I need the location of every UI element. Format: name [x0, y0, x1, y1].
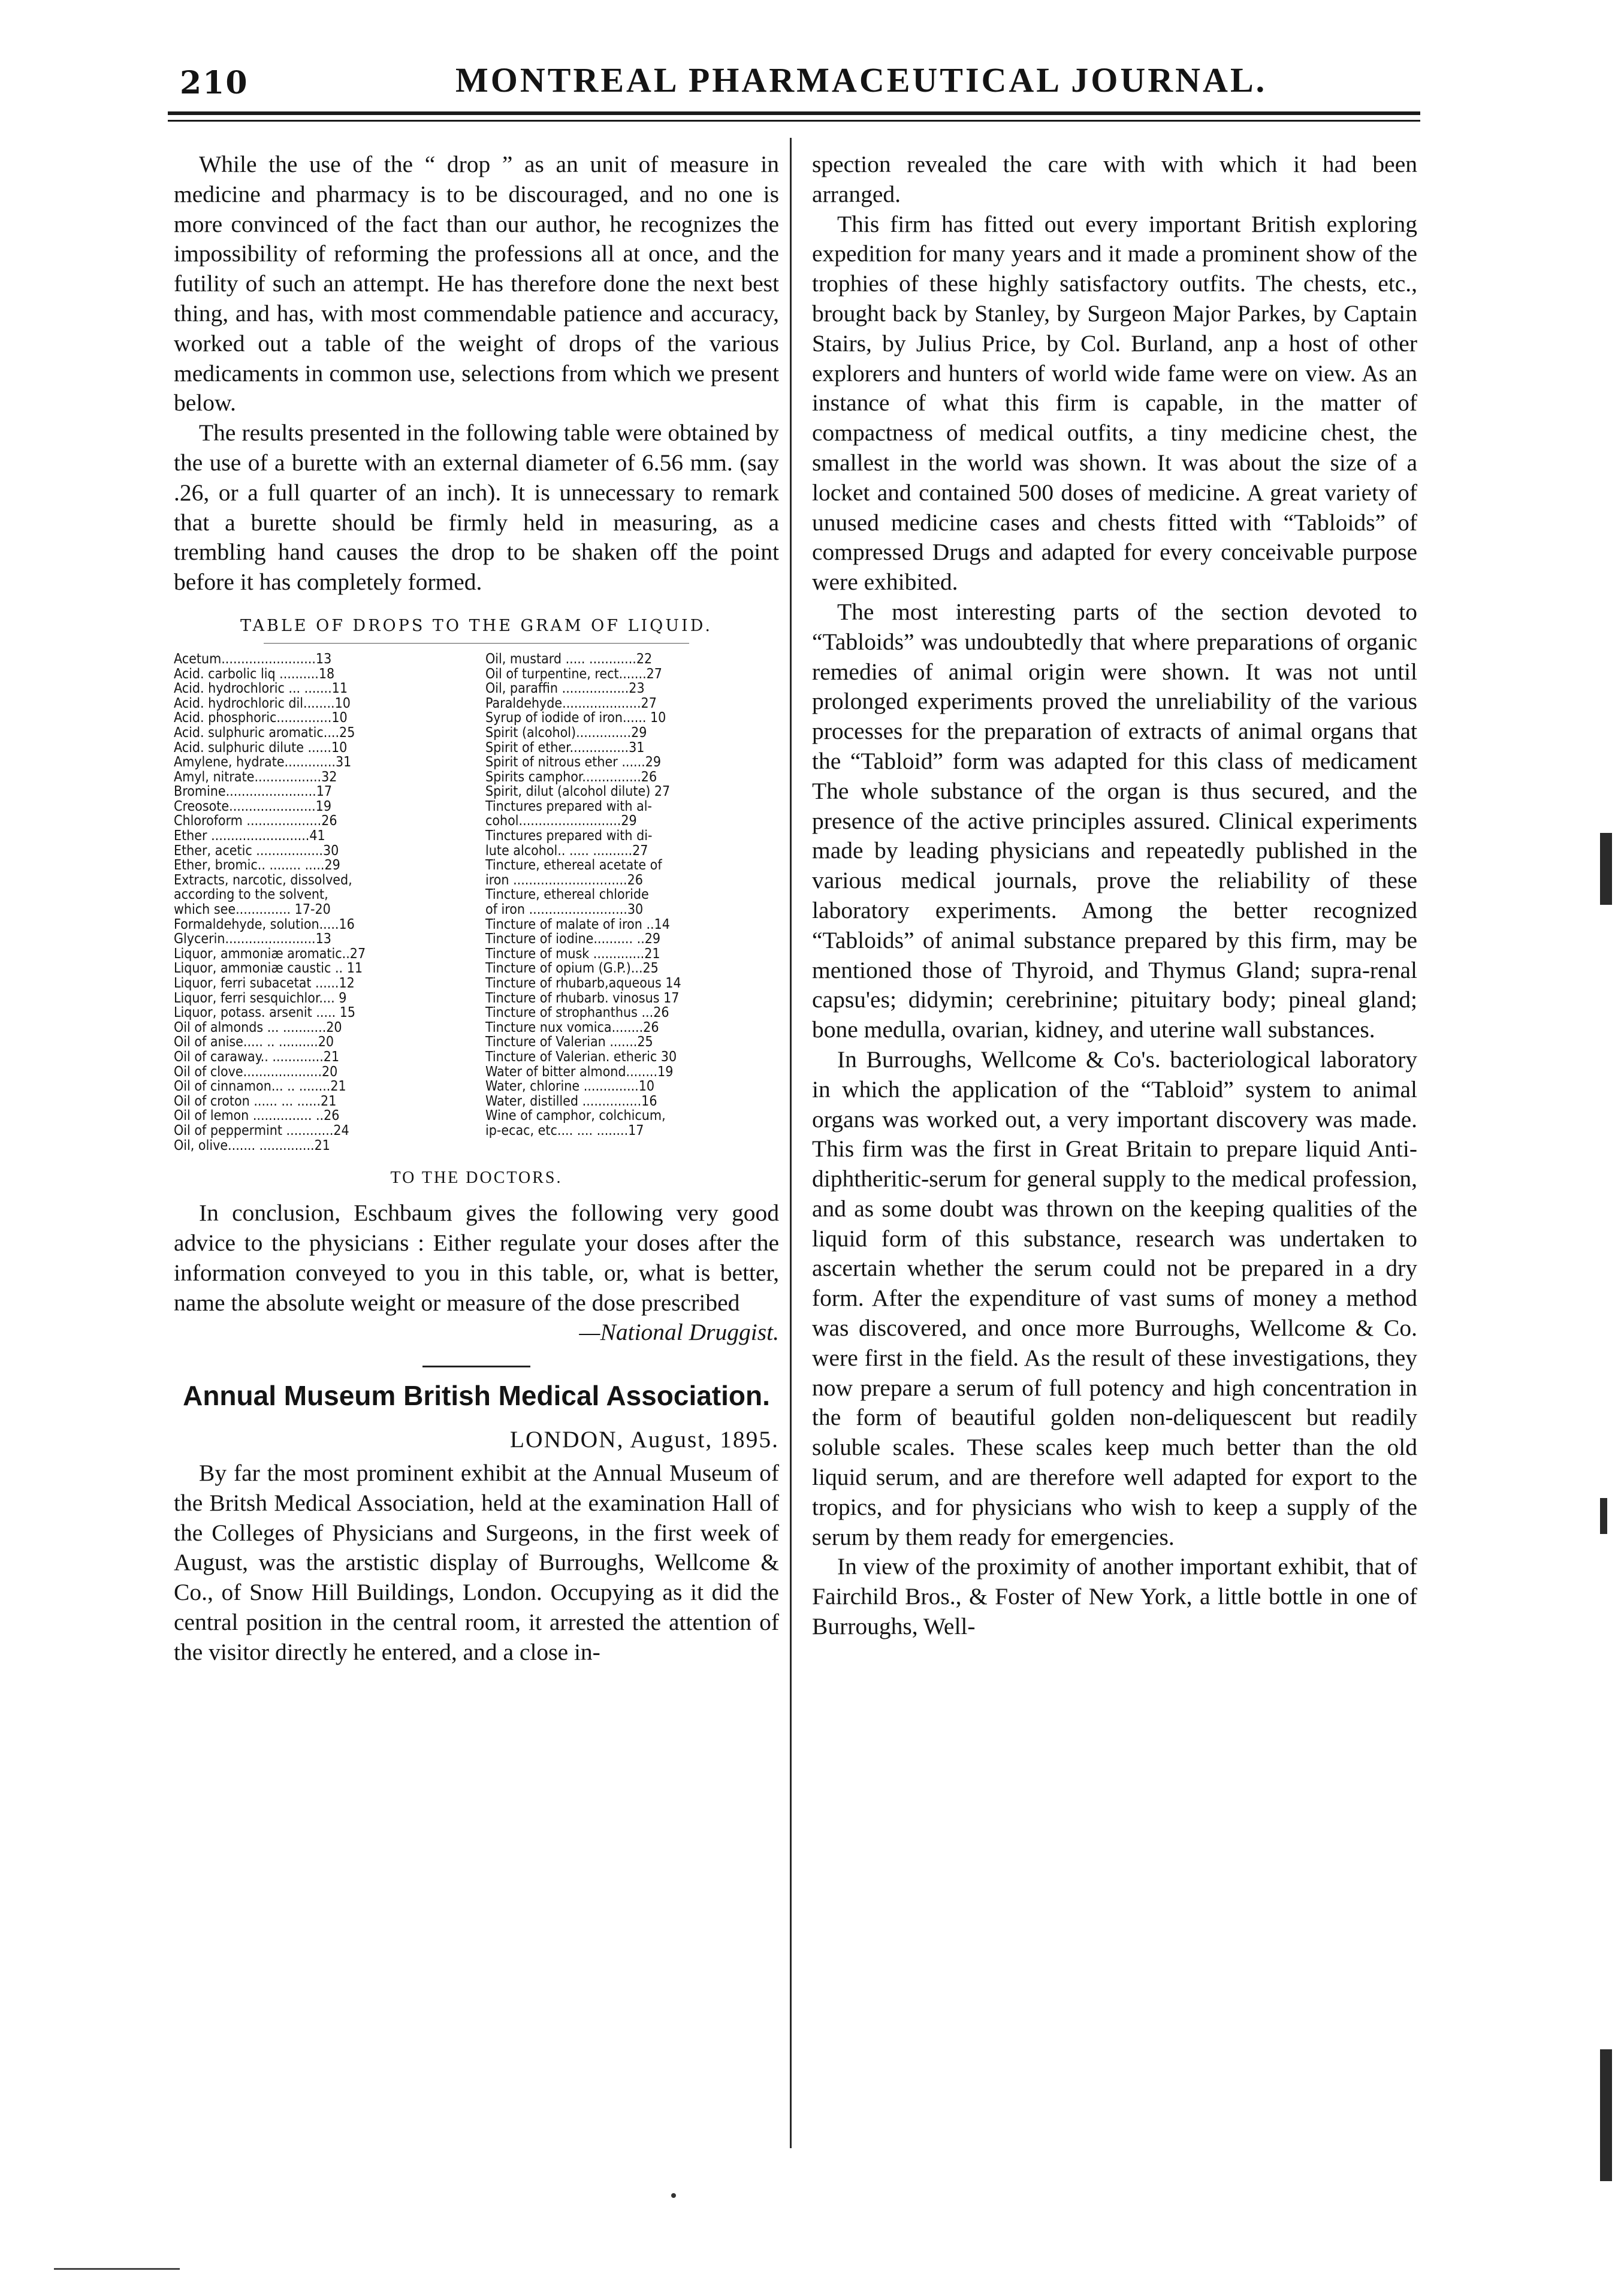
table-row: Acid. phosphoric..............10 [174, 710, 348, 726]
table-row: Spirit, dilut (alcohol dilute) 27 [485, 784, 671, 800]
table-row: Tincture of Valerian. etheric 30 [485, 1049, 677, 1065]
table-row: Water, chlorine ..............10 [485, 1079, 655, 1095]
table-row: Water of bitter almond........19 [485, 1064, 674, 1080]
paragraph: This firm has fitted out every important British exploring expedition for many years and it made a prominent show of the trophies of these highly satisfactory outfits. The chests, etc., brought back by Stanley, by Surgeon Major Parkes, by Captain Stairs, by Julius Price, by Col. Burland, anp a host of other explorers and hunters of world wide fame were on view. As an instance of what this firm is capable, in the matter of compactness of medical outfits, a tiny medicine chest, the smallest in the world was shown. It was about the size of a locket and contained 500 doses of medicine. A great variety of unused medicine cases and chests fitted with “Tabloids” of compressed Drugs and adapted for every conceivable purpose were exhibited. [812, 210, 1417, 596]
table-row: Tinctures prepared with al- [485, 798, 652, 814]
footer-rule [54, 2268, 180, 2270]
dateline: LONDON, August, 1895. [509, 1426, 779, 1453]
header-rule-bottom [168, 120, 1420, 122]
attribution: —National Druggist. [579, 1319, 779, 1346]
table-row: Liquor, ferri subacetat ......12 [174, 976, 355, 992]
paragraph: In view of the proximity of another important exhibit, that of Fairchild Bros., & Foster of New York, a little bottle in one of Burroughs, Well- [812, 1553, 1417, 1640]
table-row: Oil of croton ...... ... ......21 [174, 1093, 337, 1109]
table-row: cohol..........................29 [485, 813, 637, 829]
table-row: Liquor, ammoniæ aromatic..27 [174, 946, 366, 962]
table-row: Oil of almonds ... ...........20 [174, 1019, 342, 1035]
table-row: Amylene, hydrate.............31 [174, 754, 352, 771]
table-row: Bromine.......................17 [174, 784, 333, 800]
table-row: Amyl, nitrate.................32 [174, 769, 337, 785]
column-divider [790, 138, 792, 2148]
table-row: Liquor, ferri sesquichlor.... 9 [174, 990, 347, 1006]
table-row: Creosote......................19 [174, 798, 331, 814]
paragraph: While the use of the “ drop ” as an unit of measure in medicine and pharmacy is to be discouraged, and no one is more convinced of the fact than our author, he recognizes the impossibility of reforming the professions all at once, and the futility of such an attempt. He has therefore done the next best thing, and has, with most commendable patience and accuracy, worked out a table of the weight of drops of the various medicaments in common use, selections from which we present below. [174, 151, 779, 416]
header-rule-top [168, 111, 1420, 115]
paragraph: In Burroughs, Wellcome & Co's. bacteriological laboratory in which the application of the “Tabloid” system to animal organs was worked out, a very important discovery was made. This firm was the first in Great Britain to prepare liquid Anti-diphtheritic-serum for general supply to the medical profession, and as some doubt was thrown on the keeping qualities of the liquid form of this substance, research was undertaken to ascertain whether the serum could not be prepared in a dry form. After the expenditure of vast sums of money a method was discovered, and once more Burroughs, Wellcome & Co. were first in the field. As the result of these investigations, they now prepare a serum of full potency and high concentration in the form of beautiful golden non-deliquescent but readily soluble scales. These scales keep much better than the old liquid serum, and are therefore well adapted for export to the tropics, and for physicians who wish to keep a supply of the serum by them ready for emergencies. [812, 1046, 1417, 1550]
table-row: Glycerin.......................13 [174, 931, 331, 947]
table-row: Acid. carbolic liq ..........18 [174, 666, 335, 682]
table-row: Tincture, ethereal chloride [485, 887, 649, 903]
table-row: Formaldehyde, solution.....16 [174, 916, 355, 932]
table-row: Tincture of rhubarb. vinosus 17 [485, 990, 680, 1006]
table-row: Oil of anise..... .. ..........20 [174, 1034, 334, 1050]
article-title: Annual Museum British Medical Association. [183, 1380, 770, 1412]
table-row: of iron .........................30 [485, 902, 644, 918]
table-row: Tincture of rhubarb,aqueous 14 [485, 976, 681, 992]
table-row: Ether, bromic.. ........ .....29 [174, 857, 340, 874]
paragraph: By far the most prominent exhibit at the Annual Museum of the Britsh Medical Association, held at the examination Hall of the Colleges of Physicians and Surgeons, in the first week of August, was the arstistic display of Burroughs, Wellcome & Co., of Snow Hill Buildings, London. Occupying as it did the central position in the central room, it arrested the attention of the visitor directly he entered, and a close in- [174, 1459, 779, 1665]
table-row: Oil of caraway.. .............21 [174, 1049, 340, 1065]
table-column-right [485, 652, 779, 1153]
table-row: Oil, mustard ..... ............22 [485, 651, 653, 667]
table-row: Tinctures prepared with di- [485, 828, 653, 844]
table-row: Oil of lemon ............... ..26 [174, 1108, 340, 1124]
table-row: Acid. sulphuric dilute ......10 [174, 739, 348, 756]
table-row: Oil of cinnamon... .. ........21 [174, 1079, 346, 1095]
table-row: Ether, acetic .................30 [174, 842, 339, 859]
paragraph: The results presented in the following table were obtained by the use of a burette with an external diameter of 6.56 mm. (say .26, or a full quarter of an inch). It is unnecessary to remark that a burette should be firmly held in measuring, as a trembling hand causes the drop to be shaken off the point before it has completely formed. [174, 419, 779, 596]
table-row: Oil of peppermint ............24 [174, 1122, 349, 1139]
table-row: Spirit (alcohol)..............29 [485, 724, 647, 741]
table-column-left [174, 652, 467, 1153]
table-row: Liquor, potass. arsenit ..... 15 [174, 1005, 356, 1021]
table-row: Oil of clove....................20 [174, 1064, 338, 1080]
table-row: Tincture of malate of iron ..14 [485, 916, 670, 932]
table-row: Ether .........................41 [174, 828, 325, 844]
table-row: Spirit of nitrous ether ......29 [485, 754, 662, 771]
table-row: Tincture nux vomica........26 [485, 1019, 659, 1035]
table-row: Spirits camphor...............26 [485, 769, 657, 785]
scan-edge-mark [1600, 1498, 1607, 1534]
table-row: Chloroform ...................26 [174, 813, 337, 829]
table-title: TABLE OF DROPS TO THE GRAM OF LIQUID. [240, 616, 713, 635]
table-row: Oil, paraffin .................23 [485, 681, 645, 697]
scan-edge-mark [1600, 2049, 1612, 2181]
table-row: ip-ecac, etc.... .... ........17 [485, 1122, 644, 1139]
table-rule [264, 643, 689, 644]
journal-title: MONTREAL PHARMACEUTICAL JOURNAL. [455, 61, 1267, 99]
paragraph: In conclusion, Eschbaum gives the following very good advice to the physicians : Either regulate your doses after the information conveyed to you in this table, or, what is better, name the absolute weight or measure of the dose prescribed [174, 1200, 779, 1316]
table-row: Tincture of iodine.......... ..29 [485, 931, 661, 947]
table-row: Tincture of musk .............21 [485, 946, 660, 962]
table-row: Syrup of iodide of iron...... 10 [485, 710, 666, 726]
left-column [174, 150, 779, 1668]
table-row: according to the solvent, [174, 887, 328, 903]
table-row: Spirit of ether...............31 [485, 739, 645, 756]
table-row: Oil, olive....... ..............21 [174, 1137, 330, 1153]
table-row: Tincture of opium (G.P.)...25 [485, 961, 659, 977]
paragraph: spection revealed the care with with which it had been arranged. [812, 151, 1417, 207]
drops-table [174, 652, 779, 1153]
table-row: Wine of camphor, colchicum, [485, 1108, 666, 1124]
table-row: Acid. hydrochloric ... .......11 [174, 681, 348, 697]
right-column [812, 150, 1417, 1642]
table-row: Acetum........................13 [174, 651, 332, 667]
table-row: Paraldehyde....................27 [485, 695, 657, 711]
table-row: Water, distilled ...............16 [485, 1093, 657, 1109]
table-row: Extracts, narcotic, dissolved, [174, 872, 352, 888]
table-row: Tincture of strophanthus ...26 [485, 1005, 669, 1021]
table-row: Acid. hydrochloric dil........10 [174, 695, 351, 711]
scan-edge-mark [1600, 833, 1612, 905]
page-number: 210 [180, 65, 249, 101]
table-row: Acid. sulphuric aromatic....25 [174, 724, 355, 741]
paragraph: The most interesting parts of the section devoted to “Tabloids” was undoubtedly that where preparations of organic remedies of animal origin were shown. It was not until prolonged experiments proved the unreliability of the various processes for the preparation of extracts of animal organs that the “Tabloid” form was adapted for this class of medicament The whole substance of the organ is thus secured, and the presence of the active principles assured. Clinical experiments made by leading physicians and repeatedly published in the various medical journals, prove the reliability of these laboratory experiments. Among the better recognized “Tabloids” of animal substance prepared by this firm, may be mentioned those of Thyroid, and Thymus Gland; supra-renal capsu'es; didymin; cerebrinine; pituitary body; pineal gland; bone medulla, ovarian, kidney, and uterine wall substances. [812, 598, 1417, 1043]
table-row: Tincture, ethereal acetate of [485, 857, 662, 874]
scan-speck [671, 2193, 676, 2198]
table-row: lute alcohol.. ..... ..........27 [485, 842, 648, 859]
table-row: Oil of turpentine, rect.......27 [485, 666, 662, 682]
table-row: Liquor, ammoniæ caustic .. 11 [174, 961, 363, 977]
article-separator [422, 1366, 530, 1367]
table-row: iron .............................26 [485, 872, 643, 888]
table-row: Tincture of Valerian .......25 [485, 1034, 653, 1050]
section-heading: TO THE DOCTORS. [390, 1168, 563, 1188]
table-row: which see.............. 17-20 [174, 902, 331, 918]
